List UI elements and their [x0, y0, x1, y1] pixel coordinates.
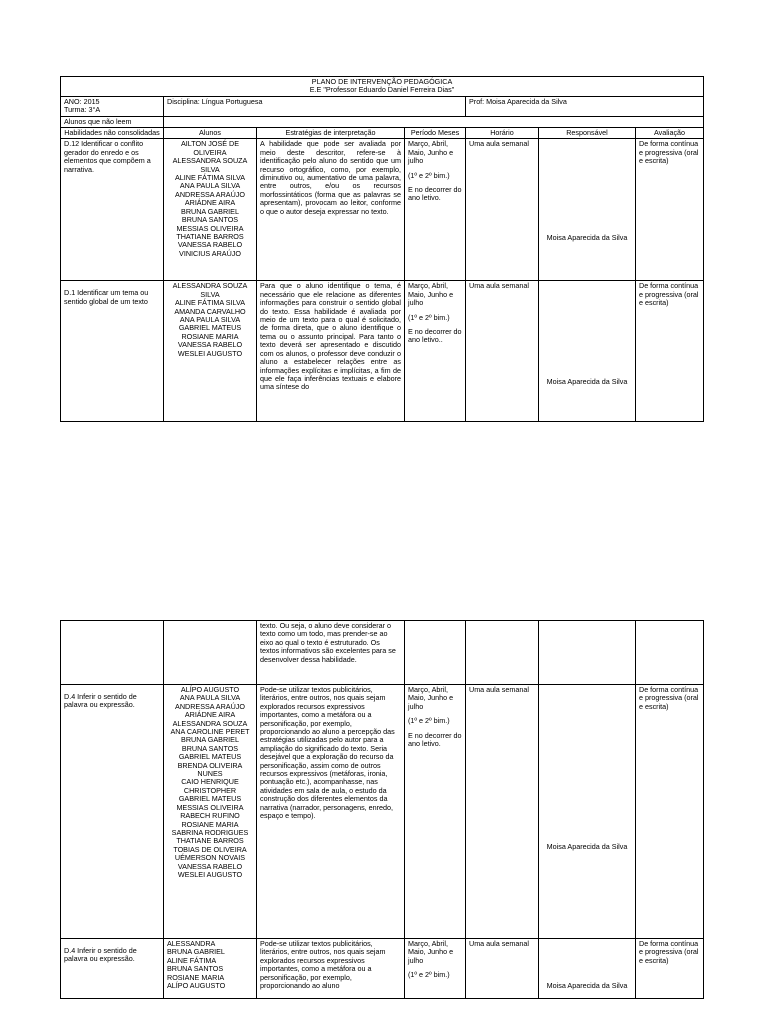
year-label: ANO: 2015 [64, 96, 100, 106]
continuation-row [61, 621, 704, 685]
period-months: Março, Abril, Maio, Junho e julho [408, 281, 454, 308]
students-label-row [61, 116, 704, 127]
responsible-cell: Moisa Aparecida da Silva [539, 281, 636, 422]
evaluation-cell: De forma contínua e progressiva (oral e escrita) [636, 685, 704, 939]
skill-cell: D.4 Inferir o sentido de palavra ou expressão. [61, 685, 164, 939]
skill-cell: D.12 Identificar o conflito gerador do enredo e os elementos que compõem a narrativa. [61, 139, 164, 281]
responsible-cell: Moisa Aparecida da Silva [539, 939, 636, 999]
strategy-continuation: texto. Ou seja, o aluno deve considerar o texto como um todo, mas prender-se ao eixo ao qual o texto é estruturado. Os textos informativos são excelentes para se desenvolver dessa habilidade. [257, 621, 405, 685]
col-header-evaluation: Avaliação [636, 128, 704, 139]
strategy-cell: Pode-se utilizar textos publicitários, literários, entre outros, nos quais sejam explorados recursos expressivos importantes, como a metáfora ou a personificação, por exemplo, proporcionando ao aluno a percepção das estratégias utilizadas pelo autor para a ampliação do significado do texto. Seria desejável que a exploração do recurso da personificação, assim como de outros recursos expressivos (metáforas, ironia, pontuação etc.), acompanhasse, nas atividades em sala de aula, o estudo da construção dos diferentes elementos da narrativa (narrador, personagens, enredo, espaço e tempo). [257, 685, 405, 939]
period-months: Março, Abril, Maio, Junho e julho [408, 139, 454, 166]
period-bimester: (1º e 2º bim.) [408, 312, 450, 322]
info-row [61, 96, 704, 116]
col-header-schedule: Horário [466, 128, 539, 139]
col-header-skills: Habilidades não consolidadas [61, 128, 164, 139]
strategy-cell: Para que o aluno identifique o tema, é necessário que ele relacione as diferentes informações para construir o sentido global do texto. Essa habilidade é avaliada por meio de um texto para o qual é solicitado, de forma direta, que o aluno identifique o tema ou o assunto principal. Para tanto o texto deverá ser apresentado e discutido com os alunos, o professor deve conduzir o aluno a estabelecer relações entre as informações explícitas e implícitas, a fim de que ele faça inferências textuais e elabore uma síntese do [257, 281, 405, 422]
students-cell: ALESSANDRA BRUNA GABRIEL ALINE FÁTIMA BRUNA SANTOS ROSIANE MARIA ALÍPO AUGUSTO [164, 939, 257, 999]
period-months: Março, Abril, Maio, Junho e julho [408, 685, 454, 711]
period-school-year: E no decorrer do ano letivo. [408, 185, 462, 203]
column-header-row [61, 128, 704, 139]
responsible-cell: Moisa Aparecida da Silva [539, 685, 636, 939]
discipline-label: Disciplina: Língua Portuguesa [164, 96, 466, 116]
strategy-cell: Pode-se utilizar textos publicitários, literários, entre outros, nos quais sejam explorados recursos expressivos importantes, como a metáfora ou a personificação, por exemplo, proporcionando ao aluno [257, 939, 405, 999]
page-1 [60, 76, 703, 422]
col-header-responsible: Responsável [539, 128, 636, 139]
school-name: E.E "Professor Eduardo Daniel Ferreira Dias" [309, 85, 455, 95]
responsible-cell: Moisa Aparecida da Silva [539, 139, 636, 281]
col-header-strategies: Estratégias de interpretação [257, 128, 405, 139]
period-months: Março, Abril, Maio, Junho e julho [408, 939, 454, 965]
col-header-period: Período Meses [405, 128, 466, 139]
period-bimester: (1º e 2º bim.) [408, 170, 450, 180]
schedule-cell: Uma aula semanal [466, 685, 539, 939]
table-row [61, 139, 704, 281]
evaluation-cell: De forma contínua e progressiva (oral e escrita) [636, 939, 704, 999]
students-cell: AILTON JOSÉ DE OLIVEIRA ALESSANDRA SOUZA SILVA ALINE FÁTIMA SILVA ANA PAULA SILVA ANDRESSA ARAÚJO ARIÁDNE AIRA BRUNA GABRIEL BRUNA SANTOS MESSIAS OLIVEIRA THATIANE BARROS VANESSA RABELO VINICIUS ARAÚJO [164, 139, 257, 281]
class-label: Turma: 3°A [64, 105, 101, 115]
plan-title: PLANO DE INTERVENÇÃO PEDAGÓGICA [311, 77, 453, 86]
strategy-cell: A habilidade que pode ser avaliada por meio deste descritor, refere-se à identificação pelo aluno do sentido que um recurso ortográfico, como, por exemplo, diminutivo ou, aumentativo de uma palavra, entre outros, e/ou os recursos morfossintáticos (forma que as palavras se apresentam), provocam ao leitor, conforme o que o autor deseja expressar no texto. [257, 139, 405, 281]
table-row [61, 685, 704, 939]
period-school-year: E no decorrer do ano letivo. [408, 730, 462, 749]
period-school-year: E no decorrer do ano letivo.. [408, 327, 462, 345]
title-row [61, 77, 704, 97]
period-bimester: (1º e 2º bim.) [408, 716, 450, 726]
evaluation-cell: De forma contínua e progressiva (oral e escrita) [636, 281, 704, 422]
page-2 [60, 620, 703, 999]
students-cell: ALESSANDRA SOUZA SILVA ALINE FÁTIMA SILVA AMANDA CARVALHO ANA PAULA SILVA GABRIEL MATEUS ROSIANE MARIA VANESSA RABELO WESLEI AUGUSTO [164, 281, 257, 422]
skill-cell: D.1 Identificar um tema ou sentido global de um texto [61, 281, 164, 422]
schedule-cell: Uma aula semanal [466, 281, 539, 422]
table-row [61, 281, 704, 422]
students-label: Alunos que não leem [61, 116, 164, 127]
skill-cell: D.4 Inferir o sentido de palavra ou expressão. [61, 939, 164, 999]
students-cell: ALÍPO AUGUSTO ANA PAULA SILVA ANDRESSA ARAÚJO ARIÁDNE AIRA ALESSANDRA SOUZA ANA CAROLINE PERET BRUNA GABRIEL BRUNA SANTOS GABRIEL MATEUS BRENDA OLIVEIRA NUNES CAIO HENRIQUE CHRISTOPHER GABRIEL MATEUS MESSIAS OLIVEIRA RABECH RUFINO ROSIANE MARIA SABRINA RODRIGUES THATIANE BARROS TOBIAS DE OLIVEIRA UÉMERSON NOVAIS VANESSA RABELO WESLEI AUGUSTO [164, 685, 257, 939]
period-bimester: (1º e 2º bim.) [408, 970, 450, 980]
period-cell [405, 139, 466, 281]
schedule-cell: Uma aula semanal [466, 939, 539, 999]
plan-table-page-1 [60, 76, 704, 422]
schedule-cell: Uma aula semanal [466, 139, 539, 281]
teacher-label: Prof: Moisa Aparecida da Silva [466, 96, 704, 116]
period-cell [405, 939, 466, 999]
period-cell [405, 685, 466, 939]
evaluation-cell: De forma contínua e progressiva (oral e escrita) [636, 139, 704, 281]
plan-table-page-2 [60, 620, 704, 999]
table-row [61, 939, 704, 999]
col-header-students: Alunos [164, 128, 257, 139]
period-cell [405, 281, 466, 422]
